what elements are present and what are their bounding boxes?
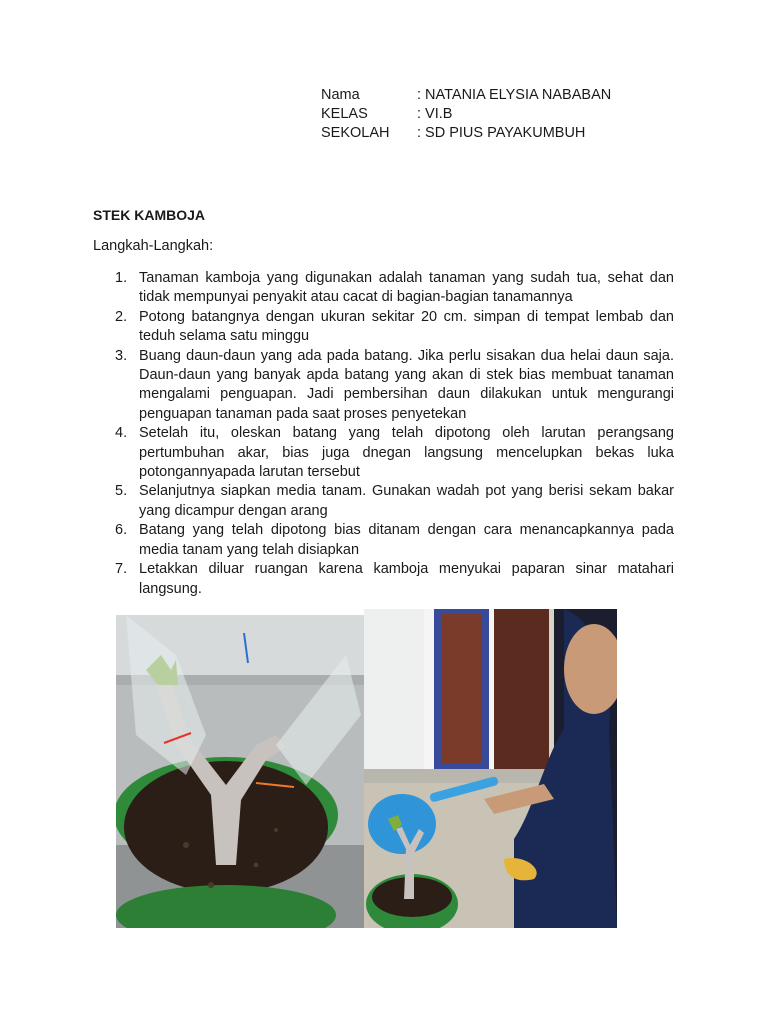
info-label: KELAS bbox=[321, 106, 368, 122]
document-title: STEK KAMBOJA bbox=[93, 207, 206, 223]
info-value: : SD PIUS PAYAKUMBUH bbox=[417, 125, 586, 141]
list-item bbox=[93, 424, 674, 482]
steps-list bbox=[93, 269, 674, 599]
step-number: 4. bbox=[115, 425, 128, 442]
step-text: Selanjutnya siapkan media tanam. Gunakan wadah pot yang berisi sekam bakar yang dicampur dengan arang bbox=[139, 483, 674, 519]
step-text: Setelah itu, oleskan batang yang telah dipotong oleh larutan perangsang pertumbuhan akar, bias juga dnegan langsung mencelupkan bekas luka potongannyapada larutan tersebut bbox=[139, 425, 674, 481]
cutting-pot-illustration bbox=[116, 615, 364, 928]
info-value: : NATANIA ELYSIA NABABAN bbox=[417, 87, 612, 103]
step-text: Potong batangnya dengan ukuran sekitar 20 cm. simpan di tempat lembab dan teduh selama satu minggu bbox=[139, 308, 674, 345]
step-number: 2. bbox=[115, 308, 128, 325]
list-item bbox=[93, 347, 674, 425]
girl-watering-cutting-photo bbox=[364, 609, 617, 928]
step-number: 6. bbox=[115, 522, 128, 539]
steps-heading: Langkah-Langkah: bbox=[93, 238, 214, 254]
step-number: 7. bbox=[115, 561, 128, 578]
step-text: Batang yang telah dipotong bias ditanam dengan cara menancapkannya pada media tanam yang telah disiapkan bbox=[139, 522, 674, 558]
list-item bbox=[93, 482, 674, 521]
info-label: SEKOLAH bbox=[321, 125, 390, 141]
step-number: 5. bbox=[115, 483, 128, 500]
step-number: 3. bbox=[115, 347, 128, 364]
list-item bbox=[93, 521, 674, 560]
step-text: Buang daun-daun yang ada pada batang. Jika perlu sisakan dua helai daun saja. Daun-daun yang banyak apda batang yang akan di stek bias membuat tanaman mengalami penguapan. Jadi pembersihan daun dilakukan untuk mengurangi penguapan tanaman pada saat proses penyetekan bbox=[139, 347, 674, 422]
frangipani-cutting-in-pot-photo bbox=[116, 615, 364, 928]
info-row-class bbox=[321, 105, 611, 124]
info-value: : VI.B bbox=[417, 106, 453, 122]
student-info bbox=[321, 86, 611, 143]
list-item bbox=[93, 308, 674, 347]
list-item bbox=[93, 560, 674, 599]
info-label: Nama bbox=[321, 87, 360, 103]
info-row-school bbox=[321, 124, 611, 143]
watering-illustration bbox=[364, 609, 617, 928]
list-item bbox=[93, 269, 674, 308]
step-text: Letakkan diluar ruangan karena kamboja menyukai paparan sinar matahari langsung. bbox=[139, 561, 674, 597]
step-text: Tanaman kamboja yang digunakan adalah tanaman yang sudah tua, sehat dan tidak mempunyai penyakit atau cacat di bagian-bagian tanamannya bbox=[139, 270, 674, 306]
step-number: 1. bbox=[115, 270, 128, 286]
info-row-name bbox=[321, 86, 611, 105]
